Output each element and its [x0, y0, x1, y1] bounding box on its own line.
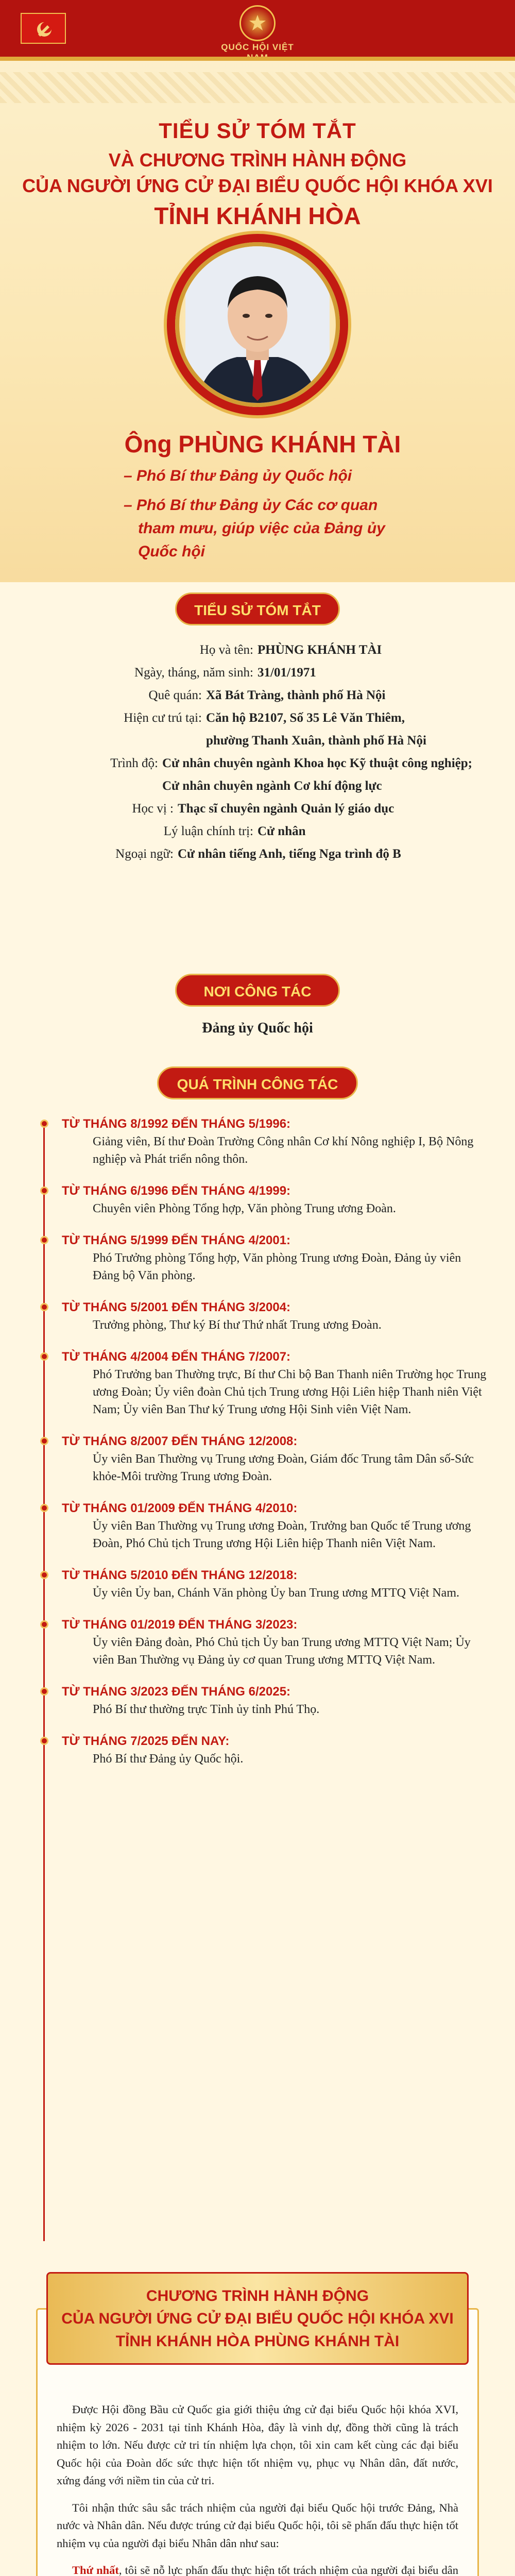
bio-label: Quê quán:	[148, 688, 202, 702]
divider	[0, 57, 515, 61]
bio-label: Ngoại ngữ:	[115, 847, 174, 861]
timeline-desc: Trưởng phòng, Thư ký Bí thư Thứ nhất Trung ương Đoàn.	[93, 1318, 382, 1332]
national-assembly-logo	[216, 5, 299, 63]
section-title-workplace: NƠI CÔNG TÁC	[175, 974, 340, 1007]
timeline-desc: Ủy viên Ban Thường vụ Trung ương Đoàn, Giám đốc Trung tâm Dân số-Sức khỏe-Môi trường Trung ương Đoàn.	[93, 1452, 474, 1483]
career-timeline	[41, 1115, 489, 1782]
timeline-item	[41, 1500, 489, 1552]
timeline-desc: Giảng viên, Bí thư Đoàn Trường Công nhân Cơ khí Nông nghiệp I, Bộ Nông nghiệp và Phát triển nông thôn.	[93, 1135, 474, 1166]
timeline-item	[41, 1733, 489, 1768]
timeline-item	[41, 1433, 489, 1485]
program-text	[57, 2401, 458, 2576]
timeline-period: TỪ THÁNG 7/2025 ĐẾN NAY:	[62, 1734, 230, 1748]
bio-label: Họ và tên:	[199, 643, 253, 657]
bio-row	[0, 730, 515, 752]
timeline-desc: Phó Trưởng phòng Tổng hợp, Văn phòng Trung ương Đoàn, Đảng ủy viên Đảng bộ Văn phòng.	[93, 1251, 461, 1282]
timeline-dot	[40, 1687, 48, 1696]
timeline-period: TỪ THÁNG 5/1999 ĐẾN THÁNG 4/2001:	[62, 1233, 291, 1247]
timeline-dot	[40, 1187, 48, 1195]
top-bar	[0, 0, 515, 57]
candidate-role-2: – Phó Bí thư Đảng ủy Các cơ quan	[108, 494, 417, 517]
section-title-career: QUÁ TRÌNH CÔNG TÁC	[157, 1066, 358, 1099]
timeline-item	[41, 1348, 489, 1418]
timeline-dot	[40, 1504, 48, 1512]
bio-row	[0, 775, 515, 798]
party-flag	[21, 13, 66, 44]
timeline-period: TỪ THÁNG 8/1992 ĐẾN THÁNG 5/1996:	[62, 1117, 291, 1131]
timeline-desc: Ủy viên Ban Thường vụ Trung ương Đoàn, Trưởng ban Quốc tế Trung ương Đoàn, Phó Chủ tịch Trung ương Hội Liên hiệp Thanh niên Việt Nam.	[93, 1519, 471, 1550]
timeline-desc: Ủy viên Đảng đoàn, Phó Chủ tịch Ủy ban Trung ương MTTQ Việt Nam; Ủy viên Ban Thường vụ Đảng ủy cơ quan Trung ương MTTQ Việt Nam.	[93, 1636, 471, 1667]
bio-value: Thạc sĩ chuyên ngành Quản lý giáo dục	[178, 802, 394, 816]
timeline-item	[41, 1182, 489, 1217]
bio-label: Học vị :	[132, 802, 174, 816]
title-line-2: VÀ CHƯƠNG TRÌNH HÀNH ĐỘNG	[108, 149, 407, 171]
bio-row	[0, 798, 515, 820]
timeline-item	[41, 1567, 489, 1602]
title-line-1: TIỂU SỬ TÓM TẮT	[159, 118, 356, 143]
timeline-desc: Phó Bí thư thường trực Tỉnh ủy tỉnh Phú Thọ.	[93, 1703, 320, 1716]
bio-label: Trình độ:	[110, 756, 158, 770]
timeline-item	[41, 1115, 489, 1168]
bio-value: Căn hộ B2107, Số 35 Lê Văn Thiêm,	[206, 711, 405, 725]
bio-label: Lý luận chính trị:	[163, 824, 253, 838]
hammer-sickle-icon	[34, 19, 55, 40]
bio-label: Ngày, tháng, năm sinh:	[134, 666, 253, 680]
portrait-photo	[185, 246, 330, 407]
bio-row	[0, 662, 515, 684]
bio-value: Cử nhân	[258, 824, 306, 838]
timeline-period: TỪ THÁNG 6/1996 ĐẾN THÁNG 4/1999:	[62, 1184, 291, 1198]
timeline-dot	[40, 1437, 48, 1445]
timeline-period: TỪ THÁNG 01/2019 ĐẾN THÁNG 3/2023:	[62, 1618, 298, 1632]
bio-row	[0, 684, 515, 707]
section-title-bio: TIỂU SỬ TÓM TẮT	[175, 592, 340, 625]
candidate-block	[108, 430, 417, 563]
hero-header	[0, 0, 515, 582]
timeline-item	[41, 1616, 489, 1669]
timeline-desc: Phó Trưởng ban Thường trực, Bí thư Chi bộ Ban Thanh niên Trường học Trung ương Đoàn; Ủy viên đoàn Chủ tịch Trung ương Hội Liên hiệp Thanh niên Việt Nam; Ủy viên Ban Thư ký Trung ương Hội Sinh viên Việt Nam.	[93, 1368, 487, 1416]
emblem-icon	[239, 5, 276, 41]
candidate-name: Ông PHÙNG KHÁNH TÀI	[124, 431, 401, 457]
portrait-frame	[175, 242, 340, 407]
bio-row	[0, 752, 515, 775]
candidate-role-2b: tham mưu, giúp việc của Đảng ủy Quốc hội	[138, 520, 385, 560]
timeline-dot	[40, 1236, 48, 1244]
timeline-item	[41, 1299, 489, 1334]
timeline-period: TỪ THÁNG 4/2004 ĐẾN THÁNG 7/2007:	[62, 1350, 291, 1364]
hero-titles	[0, 118, 515, 230]
timeline-item	[41, 1232, 489, 1284]
bio-value: phường Thanh Xuân, thành phố Hà Nội	[206, 734, 426, 748]
program-lead-word: Thứ nhất	[72, 2564, 119, 2576]
program-paragraph: Tôi nhận thức sâu sắc trách nhiệm của người đại biểu Quốc hội trước Đảng, Nhà nước và Nhân dân. Nếu được trúng cử đại biểu Quốc hội, tôi sẽ phấn đấu thực hiện tốt nhiệm vụ của người đại biểu Nhân dân như sau:	[57, 2501, 458, 2550]
timeline-period: TỪ THÁNG 01/2009 ĐẾN THÁNG 4/2010:	[62, 1501, 298, 1515]
timeline-line	[43, 1121, 45, 2241]
decor-band	[0, 72, 515, 103]
program-banner-line-1: CHƯƠNG TRÌNH HÀNH ĐỘNG	[146, 2287, 369, 2304]
timeline-period: TỪ THÁNG 5/2010 ĐẾN THÁNG 12/2018:	[62, 1568, 298, 1582]
bio-value: Cử nhân chuyên ngành Cơ khí động lực	[162, 779, 382, 793]
bio-value: PHÙNG KHÁNH TÀI	[258, 643, 382, 657]
bio-value: Xã Bát Tràng, thành phố Hà Nội	[206, 688, 386, 702]
timeline-dot	[40, 1620, 48, 1629]
bio-row	[0, 820, 515, 843]
title-line-4: TỈNH KHÁNH HÒA	[154, 202, 361, 229]
timeline-desc: Chuyên viên Phòng Tổng hợp, Văn phòng Trung ương Đoàn.	[93, 1202, 396, 1215]
program-banner	[46, 2272, 469, 2365]
program-paragraph: Được Hội đồng Bầu cử Quốc gia giới thiệu ứng cử đại biểu Quốc hội khóa XVI, nhiệm kỳ 2026 - 2031 tại tỉnh Khánh Hòa, đây là vinh dự, đồng thời cũng là trách nhiệm to lớn. Nếu được cử tri tín nhiệm lựa chọn, tôi xin cam kết cùng các đại biểu Quốc hội của Đoàn dốc sức thực hiện tốt nhiệm vụ, phục vụ Nhân dân, đất nước, xứng đáng với niềm tin của cử tri.	[57, 2403, 458, 2487]
bio-value: Cử nhân chuyên ngành Khoa học Kỹ thuật công nghiệp;	[162, 756, 472, 770]
timeline-item	[41, 1683, 489, 1718]
bio-value: Cử nhân tiếng Anh, tiếng Nga trình độ B	[178, 847, 401, 861]
timeline-desc: Ủy viên Ủy ban, Chánh Văn phòng Ủy ban Trung ương MTTQ Việt Nam.	[93, 1586, 459, 1600]
bio-label: Hiện cư trú tại:	[124, 711, 202, 725]
title-line-3: CỦA NGƯỜI ỨNG CỬ ĐẠI BIỂU QUỐC HỘI KHÓA XVI	[22, 175, 493, 196]
workplace-value: Đảng ủy Quốc hội	[202, 1020, 313, 1036]
timeline-dot	[40, 1352, 48, 1361]
bio-row	[0, 707, 515, 730]
bio-row	[0, 843, 515, 866]
bio-list	[0, 639, 515, 866]
logo-text: QUỐC HỘI VIỆT	[221, 42, 294, 52]
program-banner-line-3: TỈNH KHÁNH HÒA PHÙNG KHÁNH TÀI	[115, 2333, 400, 2350]
timeline-dot	[40, 1571, 48, 1579]
timeline-period: TỪ THÁNG 3/2023 ĐẾN THÁNG 6/2025:	[62, 1685, 291, 1699]
timeline-period: TỪ THÁNG 5/2001 ĐẾN THÁNG 3/2004:	[62, 1300, 291, 1314]
timeline-dot	[40, 1303, 48, 1311]
timeline-period: TỪ THÁNG 8/2007 ĐẾN THÁNG 12/2008:	[62, 1434, 298, 1448]
timeline-desc: Phó Bí thư Đảng ủy Quốc hội.	[93, 1752, 244, 1766]
bio-label	[0, 730, 206, 752]
timeline-dot	[40, 1737, 48, 1745]
bio-value: 31/01/1971	[258, 666, 316, 680]
bio-label	[0, 775, 162, 798]
program-banner-line-2: CỦA NGƯỜI ỨNG CỬ ĐẠI BIỂU QUỐC HỘI KHÓA XVI	[61, 2310, 454, 2327]
bio-row	[0, 639, 515, 662]
candidate-role-1: – Phó Bí thư Đảng ủy Quốc hội	[108, 464, 417, 487]
timeline-dot	[40, 1120, 48, 1128]
program-paragraph: Thứ nhất, tôi sẽ nỗ lực phấn đấu thực hiện tốt trách nhiệm của người đại biểu dân	[72, 2564, 459, 2576]
